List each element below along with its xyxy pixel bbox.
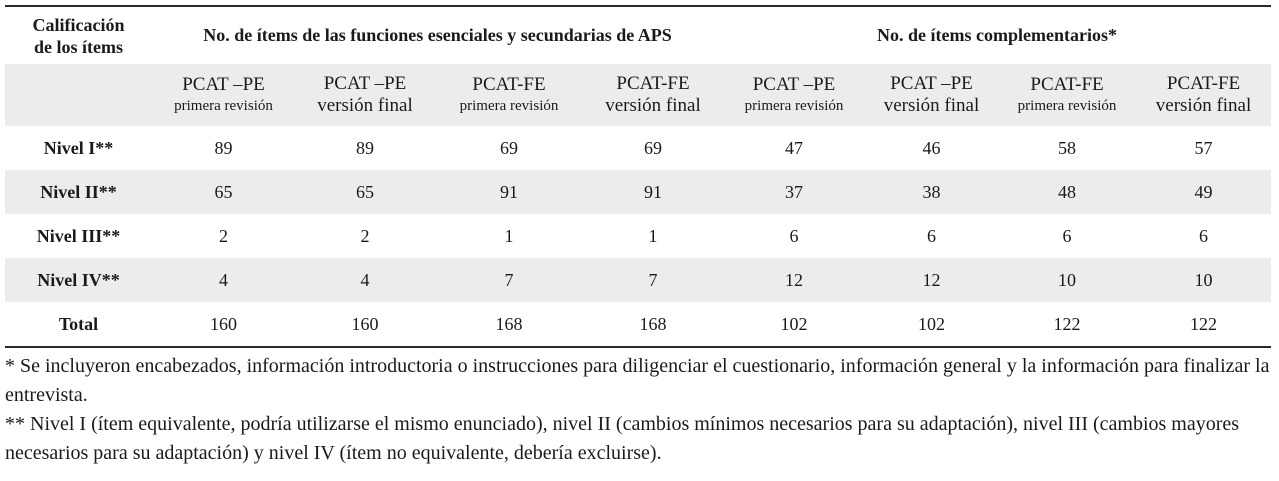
subheader-version: primera revisión	[1017, 98, 1117, 114]
subheader-version: versión final	[605, 95, 701, 116]
total-row	[5, 302, 1271, 347]
table-cell: 48	[998, 170, 1136, 214]
row-label: Nivel II**	[5, 170, 152, 214]
table-cell: 122	[1053, 313, 1081, 334]
subheader-version: primera revisión	[174, 98, 273, 114]
header-row-versions	[5, 64, 1271, 126]
table-cell: 69	[500, 137, 518, 158]
table-cell: 91	[435, 170, 583, 214]
group-header-complementary: No. de ítems complementarios*	[877, 25, 1117, 45]
subheader-cell	[865, 64, 998, 126]
subheader-blank	[5, 64, 152, 126]
table-cell: 69	[644, 137, 662, 158]
table-cell: 12	[723, 258, 865, 302]
table-cell: 160	[351, 313, 379, 334]
table-row	[5, 126, 1271, 170]
table-cell: 37	[723, 170, 865, 214]
table-cell: 89	[214, 137, 233, 158]
row-label: Nivel I**	[43, 137, 114, 158]
items-table	[5, 5, 1271, 348]
subheader-cell	[295, 64, 435, 126]
row-label: Nivel IV**	[5, 258, 152, 302]
subheader-version: versión final	[883, 95, 980, 116]
subheader-instrument: PCAT-FE	[1030, 74, 1104, 95]
subheader-instrument: PCAT –PE	[323, 73, 407, 94]
table-cell: 6	[1062, 225, 1072, 246]
table-cell: 2	[219, 225, 228, 246]
table-cell: 7	[583, 258, 723, 302]
corner-header-line2: de los ítems	[34, 36, 123, 57]
footnotes	[5, 352, 1275, 468]
corner-header-line1: Calificación	[32, 14, 125, 35]
table-cell: 6	[789, 225, 799, 246]
table-row	[5, 170, 1271, 214]
table-cell: 6	[927, 225, 937, 246]
subheader-version: versión final	[1155, 95, 1252, 116]
table-cell: 58	[1058, 137, 1077, 158]
table-cell: 38	[865, 170, 998, 214]
table-cell: 102	[918, 313, 946, 334]
table-cell: 2	[360, 225, 370, 246]
corner-header	[5, 6, 152, 64]
subheader-instrument: PCAT –PE	[182, 74, 265, 95]
subheader-version: primera revisión	[459, 98, 559, 114]
table-cell: 10	[998, 258, 1136, 302]
group-header-aps: No. de ítems de las funciones esenciales y secundarias de APS	[203, 25, 672, 45]
table-cell: 46	[922, 137, 941, 158]
subheader-cell	[998, 64, 1136, 126]
table-cell: 65	[152, 170, 295, 214]
subheader-instrument: PCAT –PE	[890, 73, 973, 94]
table-cell: 89	[356, 137, 374, 158]
subheader-cell	[1136, 64, 1271, 126]
footnote-2: ** Nivel I (ítem equivalente, podría utilizarse el mismo enunciado), nivel II (cambios mínimos necesarios para su adaptación), nivel III (cambios mayores necesarios para su adaptación) y nivel IV (ítem no equivalente, debería excluirse).	[5, 413, 1240, 464]
table-cell: 168	[639, 313, 667, 334]
table-cell: 91	[583, 170, 723, 214]
footnote-1: * Se incluyeron encabezados, información introductoria o instrucciones para diligenciar el cuestionario, información general y la información para finalizar la entrevista.	[5, 355, 1270, 406]
table-cell: 1	[648, 225, 658, 246]
table-cell: 4	[152, 258, 295, 302]
table-cell: 10	[1136, 258, 1271, 302]
table-cell: 102	[780, 313, 808, 334]
header-row-groups	[5, 6, 1271, 64]
table-cell: 12	[865, 258, 998, 302]
table-cell: 122	[1190, 313, 1218, 334]
row-label: Nivel III**	[36, 225, 121, 246]
subheader-instrument: PCAT-FE	[472, 74, 546, 95]
subheader-cell	[723, 64, 865, 126]
table-cell: 6	[1199, 225, 1209, 246]
table-row	[5, 258, 1271, 302]
subheader-cell	[583, 64, 723, 126]
subheader-version: primera revisión	[744, 98, 844, 114]
table-cell: 49	[1136, 170, 1271, 214]
table-cell: 57	[1194, 137, 1213, 158]
table-cell: 65	[295, 170, 435, 214]
subheader-cell	[152, 64, 295, 126]
subheader-version: versión final	[317, 95, 413, 116]
subheader-instrument: PCAT-FE	[616, 73, 690, 94]
table-cell: 1	[504, 225, 514, 246]
table-cell: 7	[435, 258, 583, 302]
table-row	[5, 214, 1271, 258]
subheader-cell	[435, 64, 583, 126]
subheader-instrument: PCAT –PE	[752, 74, 836, 95]
table-cell: 47	[785, 137, 804, 158]
table-cell: 168	[495, 313, 523, 334]
table-cell: 4	[295, 258, 435, 302]
row-label: Total	[58, 313, 99, 334]
subheader-instrument: PCAT-FE	[1166, 73, 1241, 94]
table-cell: 160	[210, 313, 237, 334]
